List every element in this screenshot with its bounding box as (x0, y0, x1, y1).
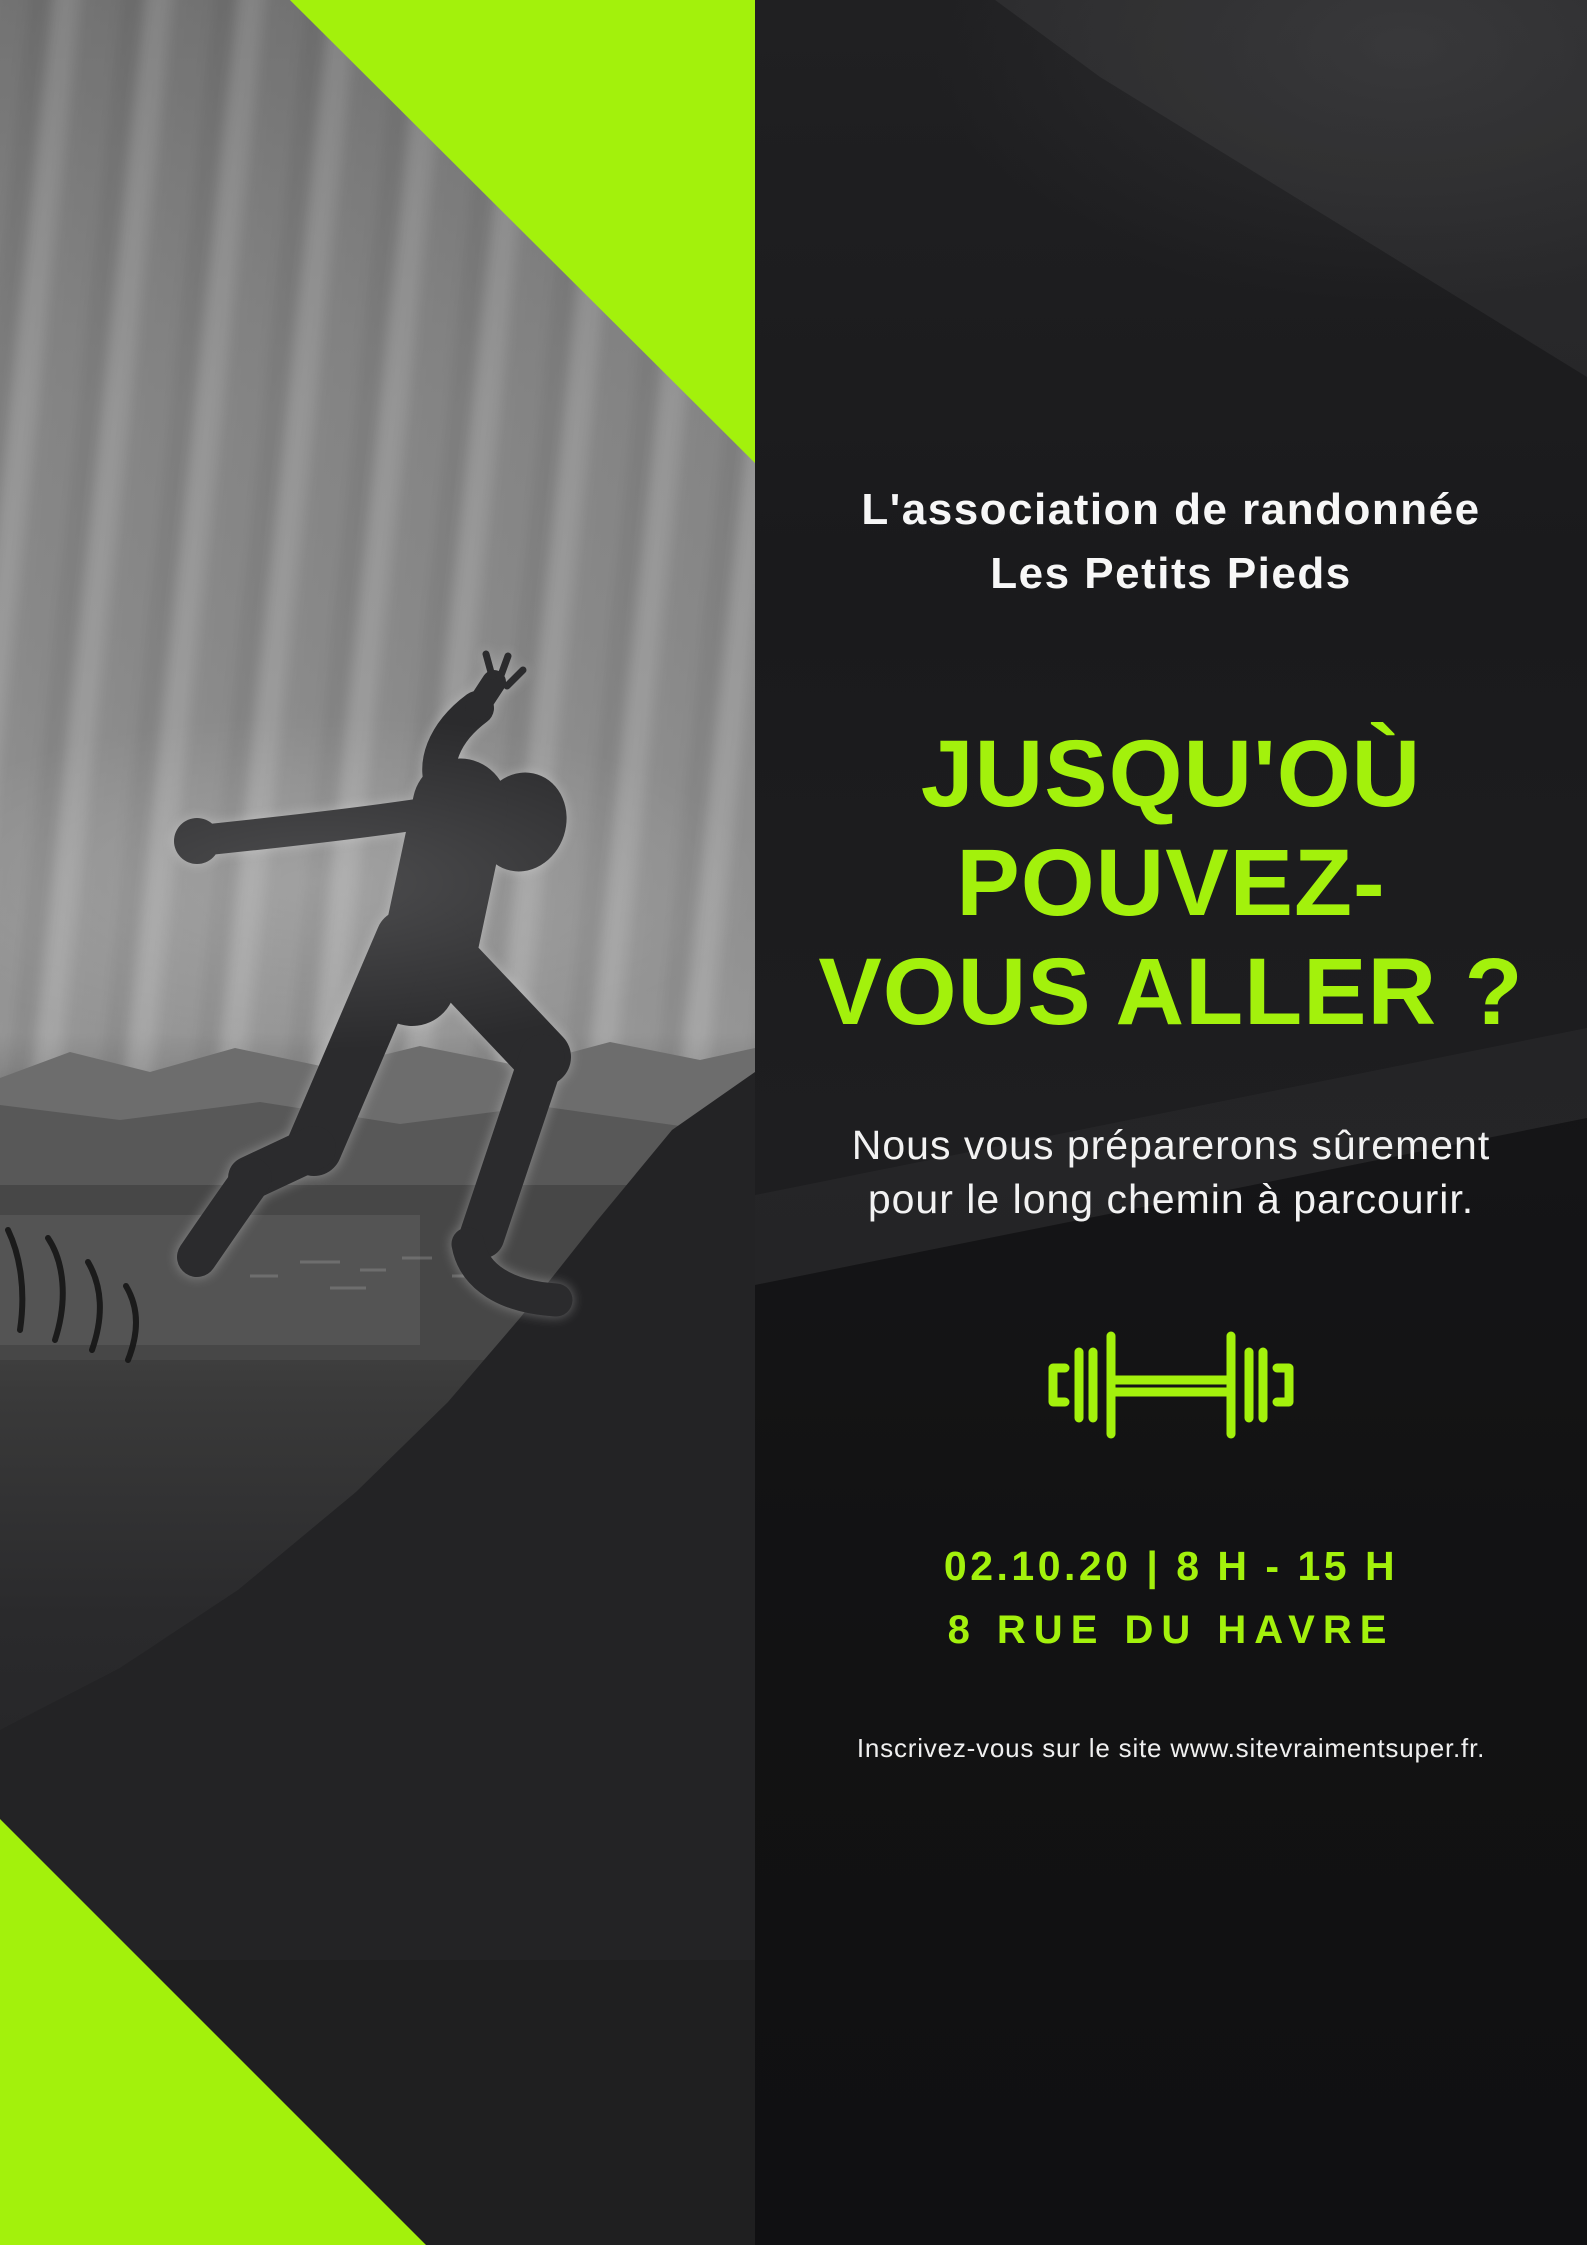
headline-line1: JUSQU'OÙ (920, 721, 1422, 827)
person-torso (429, 806, 460, 952)
pane-mountain-shadow (755, 1118, 1587, 2245)
person-finger (486, 654, 492, 676)
person-raised-arm (439, 708, 477, 795)
person-finger (500, 656, 508, 678)
body-copy (755, 1118, 1587, 1226)
association-line2: Les Petits Pieds (990, 549, 1352, 598)
event-address: 8 RUE DU HAVRE (947, 1608, 1395, 1652)
signup-note: Inscrivez-vous sur le site www.sitevraimentsuper.fr. (856, 1733, 1486, 1763)
dumbbell-right-clamp (1277, 1368, 1289, 1402)
person-extended-arm (214, 812, 434, 839)
person-hips (412, 946, 430, 982)
person-front-thigh (420, 928, 542, 1057)
person-raised-hand (477, 682, 494, 708)
person-head (465, 761, 580, 883)
headline-line3: VOUS ALLER ? (818, 939, 1524, 1045)
person-fist (174, 818, 220, 864)
association-name (755, 478, 1587, 606)
event-datetime: 02.10.20 | 8 H - 15 H (943, 1543, 1399, 1589)
association-line1: L'association de randonnée (861, 485, 1481, 534)
pane-sky-patch (995, 0, 1587, 377)
person-finger (507, 670, 523, 686)
headline-line2: POUVEZ- (956, 830, 1386, 936)
body-line2: pour le long chemin à parcourir. (867, 1176, 1475, 1222)
dark-pane (755, 0, 1587, 2245)
headline (755, 720, 1587, 1047)
body-line1: Nous vous préparerons sûrement (851, 1122, 1491, 1168)
dumbbell-icon (1021, 1328, 1321, 1448)
dumbbell-left-clamp (1053, 1368, 1065, 1402)
